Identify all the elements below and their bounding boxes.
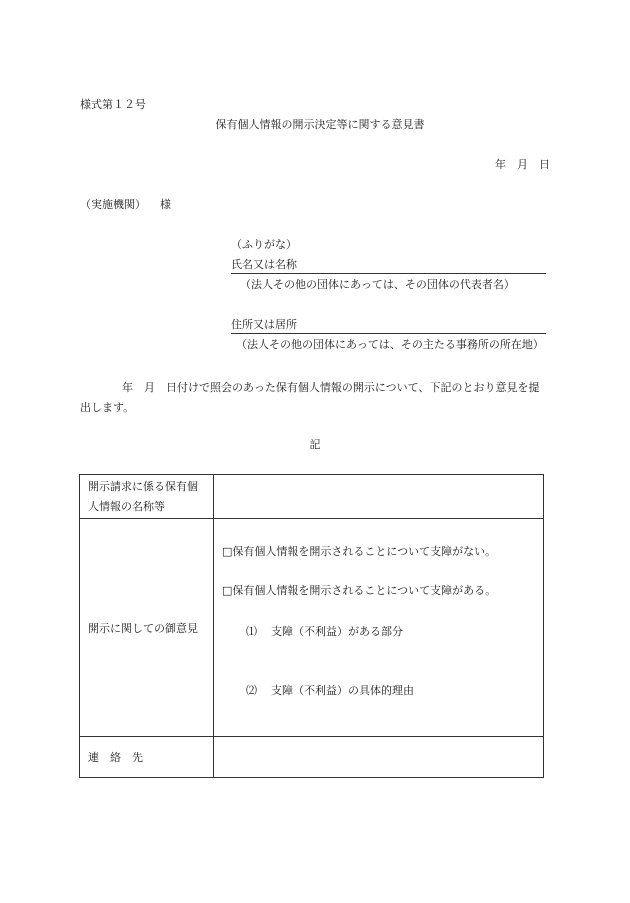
sub-item-2-text: 支障（不利益）の具体的理由 — [271, 684, 414, 697]
address-field[interactable] — [231, 318, 546, 334]
table-row — [80, 737, 544, 778]
name-note: （法人その他の団体にあっては、その団体の代表者名） — [240, 278, 515, 291]
option-no-objection[interactable]: □保有個人情報を開示されることについて支障がない。 — [222, 545, 497, 558]
sub-item-2-number: ⑵ — [246, 684, 257, 697]
name-field[interactable] — [231, 258, 546, 274]
address-note: （法人その他の団体にあっては、その主たる事務所の所在地） — [236, 338, 544, 351]
info-name-cell[interactable] — [214, 475, 544, 519]
body-paragraph: 年 月 日付けで照会のあった保有個人情報の開示について、下記のとおり意見を提出します。 — [80, 381, 540, 414]
sub-item-1 — [246, 623, 403, 639]
opinion-label: 開示に関しての御意見 — [80, 519, 214, 737]
sub-item-1-text: 支障（不利益）がある部分 — [271, 625, 403, 638]
contact-cell[interactable] — [214, 737, 544, 778]
contact-label: 連 絡 先 — [80, 737, 214, 778]
ki-heading: 記 — [309, 438, 321, 451]
option-objection[interactable]: □保有個人情報を開示されることについて支障がある。 — [222, 584, 497, 597]
table-row — [80, 519, 544, 737]
sub-item-1-number: ⑴ — [246, 625, 257, 638]
table-row — [80, 475, 544, 519]
opinion-table — [79, 474, 544, 778]
form-number: 様式第１２号 — [80, 98, 146, 111]
document-title: 保有個人情報の開示決定等に関する意見書 — [215, 118, 425, 131]
opinion-cell[interactable] — [214, 519, 544, 737]
furigana-label: （ふりがな） — [231, 238, 297, 251]
addressee-org: （実施機関） — [80, 198, 146, 211]
sub-item-2 — [246, 682, 414, 698]
date-line: 年 月 日 — [495, 158, 550, 171]
address-label: 住所又は居所 — [231, 318, 297, 331]
addressee-honorific: 様 — [160, 198, 171, 211]
addressee — [80, 198, 171, 212]
info-name-label: 開示請求に係る保有個人情報の名称等 — [80, 475, 214, 519]
name-label: 氏名又は名称 — [231, 258, 297, 271]
